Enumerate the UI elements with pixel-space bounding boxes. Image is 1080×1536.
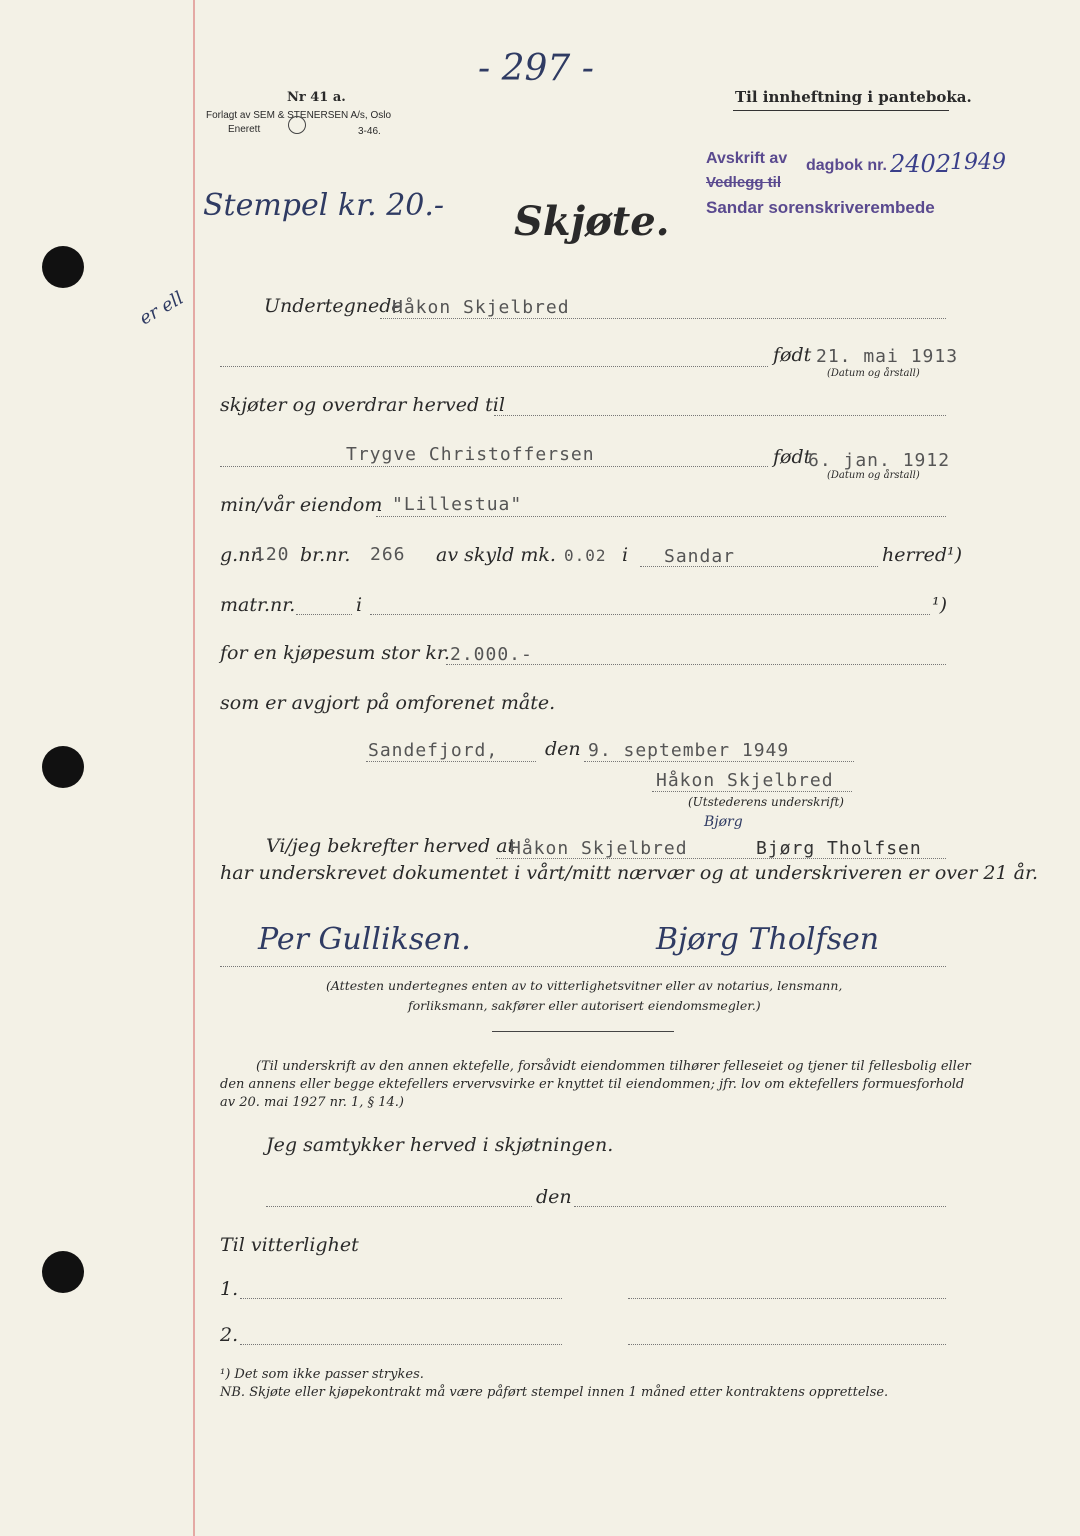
matr-label: matr.nr. [220, 594, 296, 616]
punch-hole [42, 246, 84, 288]
dotted-line [220, 966, 946, 967]
dotted-line [376, 516, 946, 517]
dotted-line [366, 761, 536, 762]
fodt-label: født [773, 344, 812, 366]
stamp-year: 1949 [950, 150, 1006, 175]
dotted-line [640, 566, 878, 567]
fodt-label: født [773, 446, 812, 468]
place-value: Sandefjord, [368, 740, 499, 761]
spouse-note: den annens eller begge ektefellers ervervsvirke er knyttet til eiendommen; jfr. lov om ektefellers formuesforhold [220, 1077, 965, 1092]
stempel-note: Stempel kr. 20.- [203, 188, 445, 223]
matr-end: ¹) [932, 594, 948, 616]
signature-note: (Utstederens underskrift) [688, 795, 844, 809]
dotted-line [240, 1344, 562, 1345]
witness-typed: Bjørg Tholfsen [756, 838, 922, 859]
kjopesum-value: 2.000.- [450, 644, 533, 665]
dotted-line [652, 791, 852, 792]
matr-i: i [356, 594, 363, 616]
footnote: NB. Skjøte eller kjøpekontrakt må være påført stempel innen 1 måned etter kontraktens opprettelse. [220, 1385, 889, 1400]
undertegnede-label: Undertegnede [264, 295, 403, 317]
stamp-avskrift: Avskrift av [706, 150, 788, 167]
bekrefter-label: Vi/jeg bekrefter herved at [266, 835, 516, 857]
witness-number-2: 2. [220, 1324, 239, 1346]
underskrevet-text: har underskrevet dokumentet i vårt/mitt nærvær og at underskriveren er over 21 år. [220, 862, 1038, 884]
punch-hole [42, 746, 84, 788]
skjoter-label: skjøter og overdrar herved til [220, 394, 505, 416]
spouse-note: av 20. mai 1927 nr. 1, § 14.) [220, 1095, 404, 1110]
kjopesum-label: for en kjøpesum stor kr. [220, 642, 450, 664]
dotted-line [584, 761, 854, 762]
issuer-signature: Håkon Skjelbred [656, 770, 834, 791]
seller-name: Håkon Skjelbred [392, 297, 570, 318]
stamp-vedlegg: Vedlegg til [706, 174, 782, 191]
eiendom-label: min/vår eiendom [220, 494, 383, 516]
publisher-line: Forlagt av SEM & STENERSEN A/s, Oslo [206, 110, 392, 121]
i-label: i [622, 544, 629, 566]
header-underline [733, 110, 949, 111]
spouse-note: (Til underskrift av den annen ektefelle, forsåvidt eiendommen tilhører felleseiet og tjener til fellesbolig eller [256, 1059, 971, 1074]
seller-birthdate: 21. mai 1913 [816, 346, 959, 367]
publisher-enerett: Enerett [228, 124, 261, 135]
avgjort-text: som er avgjort på omforenet måte. [220, 692, 556, 714]
divider [492, 1031, 674, 1032]
attest-note: (Attesten undertegnes enten av to vitterlighetsvitner eller av notarius, lensmann, [326, 978, 843, 993]
buyer-name: Trygve Christoffersen [346, 444, 595, 465]
publisher-logo-icon [288, 116, 306, 134]
dotted-line [494, 415, 946, 416]
dotted-line [220, 366, 768, 367]
herred-value: Sandar [664, 546, 736, 567]
skyld-value: 0.02 [564, 546, 607, 565]
document-title: Skjøte. [514, 198, 670, 245]
dotted-line [496, 858, 946, 859]
stamp-dagbok: dagbok nr. [806, 157, 887, 174]
footnote: ¹) Det som ikke passer strykes. [220, 1367, 424, 1382]
publisher-date: 3-46. [358, 126, 381, 137]
dotted-line [574, 1206, 946, 1207]
dotted-line [446, 664, 946, 665]
datum-note: (Datum og årstall) [827, 470, 920, 481]
dotted-line [240, 1298, 562, 1299]
witness2-signature: Bjørg Tholfsen [656, 922, 880, 957]
brnr-label: br.nr. [300, 544, 351, 566]
bekrefter-value: Håkon Skjelbred [510, 838, 688, 859]
dotted-line [628, 1344, 946, 1345]
correction-mark: Bjørg [704, 814, 743, 830]
gnr-value: 120 [254, 544, 290, 565]
dotted-line [220, 466, 768, 467]
witness1-signature: Per Gulliksen. [258, 922, 471, 957]
stamp-office: Sandar sorenskriverembede [706, 198, 935, 217]
dotted-line [266, 1206, 532, 1207]
samtykker-text: Jeg samtykker herved i skjøtningen. [266, 1134, 614, 1156]
vitterlighet-label: Til vitterlighet [220, 1234, 359, 1256]
witness-number-1: 1. [220, 1278, 239, 1300]
margin-note: er ell [135, 287, 188, 330]
datum-note: (Datum og årstall) [827, 368, 920, 379]
property-name: "Lillestua" [392, 494, 523, 515]
header-note: Til innheftning i panteboka. [735, 88, 972, 106]
form-number: Nr 41 a. [287, 90, 346, 105]
punch-hole [42, 1251, 84, 1293]
dotted-line [296, 614, 352, 615]
page-number: - 297 - [478, 48, 594, 89]
skyld-label: av skyld mk. [436, 544, 556, 566]
date-value: 9. september 1949 [588, 740, 790, 761]
margin-rule [193, 0, 195, 1536]
buyer-birthdate: 6. jan. 1912 [808, 450, 951, 471]
herred-label: herred¹) [882, 544, 963, 566]
dotted-line [380, 318, 946, 319]
dotted-line [370, 614, 930, 615]
gnr-label: g.nr. [220, 544, 264, 566]
stamp-dagbok-number: 2402 [890, 150, 952, 178]
den2-label: den [536, 1186, 572, 1208]
attest-note: forliksmann, sakfører eller autorisert eiendomsmegler.) [408, 998, 761, 1013]
dotted-line [628, 1298, 946, 1299]
den-label: den [545, 738, 581, 760]
brnr-value: 266 [370, 544, 406, 565]
